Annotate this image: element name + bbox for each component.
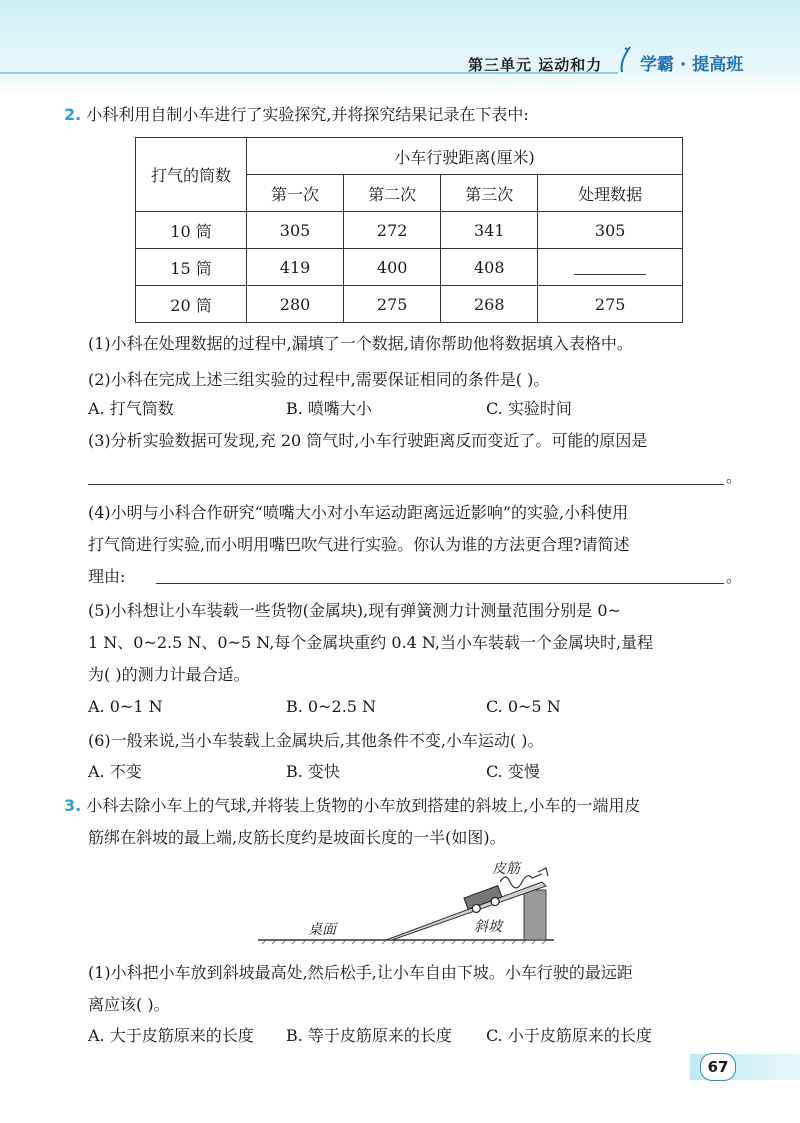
page-number: 67: [700, 1053, 736, 1081]
results-table: [135, 137, 683, 323]
q2-part5-option-a[interactable]: A. 0~1 N: [88, 697, 163, 716]
q2-part5-option-c[interactable]: C. 0~5 N: [486, 697, 561, 716]
table-row: [136, 286, 683, 323]
q2-part4-line3: 理由:: [88, 567, 126, 586]
q3-stem-line2: 筋绑在斜坡的最上端,皮筋长度约是坡面长度的一半(如图)。: [88, 828, 506, 847]
q2-stem-line: [64, 104, 529, 126]
rocket-logo-icon: [616, 44, 640, 74]
q2-part6-option-a[interactable]: A. 不变: [88, 762, 142, 781]
q2-part5-line1: (5)小科想让小车装载一些货物(金属块),现有弹簧测力计测量范围分别是 0~: [88, 601, 621, 620]
q2-part3: (3)分析实验数据可发现,充 20 筒气时,小车行驶距离反而变近了。可能的原因是: [88, 431, 648, 450]
table-cell: 400: [344, 249, 441, 286]
q3-part1-line1: (1)小科把小车放到斜坡最高处,然后松手,让小车自由下坡。小车行驶的最远距: [88, 963, 633, 982]
column-header: 处理数据: [538, 175, 683, 212]
row-label: 15 筒: [136, 249, 247, 286]
q2-part4-line1: (4)小明与小科合作研究“喷嘴大小对小车运动距离远近影响”的实验,小科使用: [88, 503, 629, 522]
label-slope: 斜坡: [474, 919, 502, 935]
q2-stem: 小科利用自制小车进行了实验探究,并将探究结果记录在下表中:: [86, 105, 529, 124]
q2-part2-option-c[interactable]: C. 实验时间: [486, 399, 572, 418]
q2-part6: (6)一般来说,当小车装载上金属块后,其他条件不变,小车运动( )。: [88, 731, 544, 750]
q2-part6-option-b[interactable]: B. 变快: [286, 762, 340, 781]
table-cell: 275: [344, 286, 441, 323]
row-header-cell: 打气的筒数: [136, 138, 247, 212]
q2-part3-answer-line[interactable]: [88, 484, 724, 485]
label-table: 桌面: [308, 922, 336, 938]
unit-title: 第三单元 运动和力: [468, 56, 603, 74]
q2-part4-line2: 打气筒进行实验,而小明用嘴巴吹气进行实验。你认为谁的方法更合理?请简述: [88, 535, 630, 554]
q3-stem-line1: [64, 795, 641, 817]
q2-part5-line2: 1 N、0~2.5 N、0~5 N,每个金属块重约 0.4 N,当小车装载一个金属块时,量程: [88, 633, 654, 652]
row-label: 10 筒: [136, 212, 247, 249]
q2-part3-period: 。: [726, 467, 743, 486]
q2-part4-answer-line[interactable]: [156, 583, 724, 584]
q2-part2: (2)小科在完成上述三组实验的过程中,需要保证相同的条件是( )。: [88, 370, 550, 389]
q2-part2-option-a[interactable]: A. 打气筒数: [88, 399, 174, 418]
q2-part6-option-c[interactable]: C. 变慢: [486, 762, 540, 781]
table-cell: 268: [441, 286, 538, 323]
table-cell: 275: [538, 286, 683, 323]
row-label: 20 筒: [136, 286, 247, 323]
q3-stem: 小科去除小车上的气球,并将装上货物的小车放到搭建的斜坡上,小车的一端用皮: [86, 796, 641, 815]
table-cell: 408: [441, 249, 538, 286]
table-cell: 305: [538, 212, 683, 249]
q2-part5-line3: 为( )的测力计最合适。: [88, 665, 250, 684]
q3-part1-line2: 离应该( )。: [88, 995, 170, 1014]
group-header-cell: 小车行驶距离(厘米): [247, 138, 683, 175]
column-header: 第一次: [247, 175, 344, 212]
brand-title: 学霸 · 提高班: [640, 55, 744, 75]
table-cell: 305: [247, 212, 344, 249]
column-header: 第二次: [344, 175, 441, 212]
q2-number: 2.: [64, 105, 82, 124]
header-band: [0, 0, 800, 96]
missing-data-cell[interactable]: [538, 249, 683, 286]
table-row: [136, 212, 683, 249]
q2-part4-period: 。: [726, 567, 743, 586]
table-row: [136, 249, 683, 286]
table-cell: 280: [247, 286, 344, 323]
q2-part1: (1)小科在处理数据的过程中,漏填了一个数据,请你帮助他将数据填入表格中。: [88, 334, 633, 353]
q2-part5-option-b[interactable]: B. 0~2.5 N: [286, 697, 377, 716]
fill-blank[interactable]: [574, 256, 646, 275]
table-cell: 272: [344, 212, 441, 249]
table-cell: 419: [247, 249, 344, 286]
q3-part1-option-b[interactable]: B. 等于皮筋原来的长度: [286, 1026, 452, 1045]
column-header: 第三次: [441, 175, 538, 212]
q2-part2-option-b[interactable]: B. 喷嘴大小: [286, 399, 372, 418]
label-rubber-band: 皮筋: [492, 861, 520, 877]
q3-number: 3.: [64, 796, 82, 815]
table-cell: 341: [441, 212, 538, 249]
q3-part1-option-a[interactable]: A. 大于皮筋原来的长度: [88, 1026, 254, 1045]
q3-part1-option-c[interactable]: C. 小于皮筋原来的长度: [486, 1026, 652, 1045]
